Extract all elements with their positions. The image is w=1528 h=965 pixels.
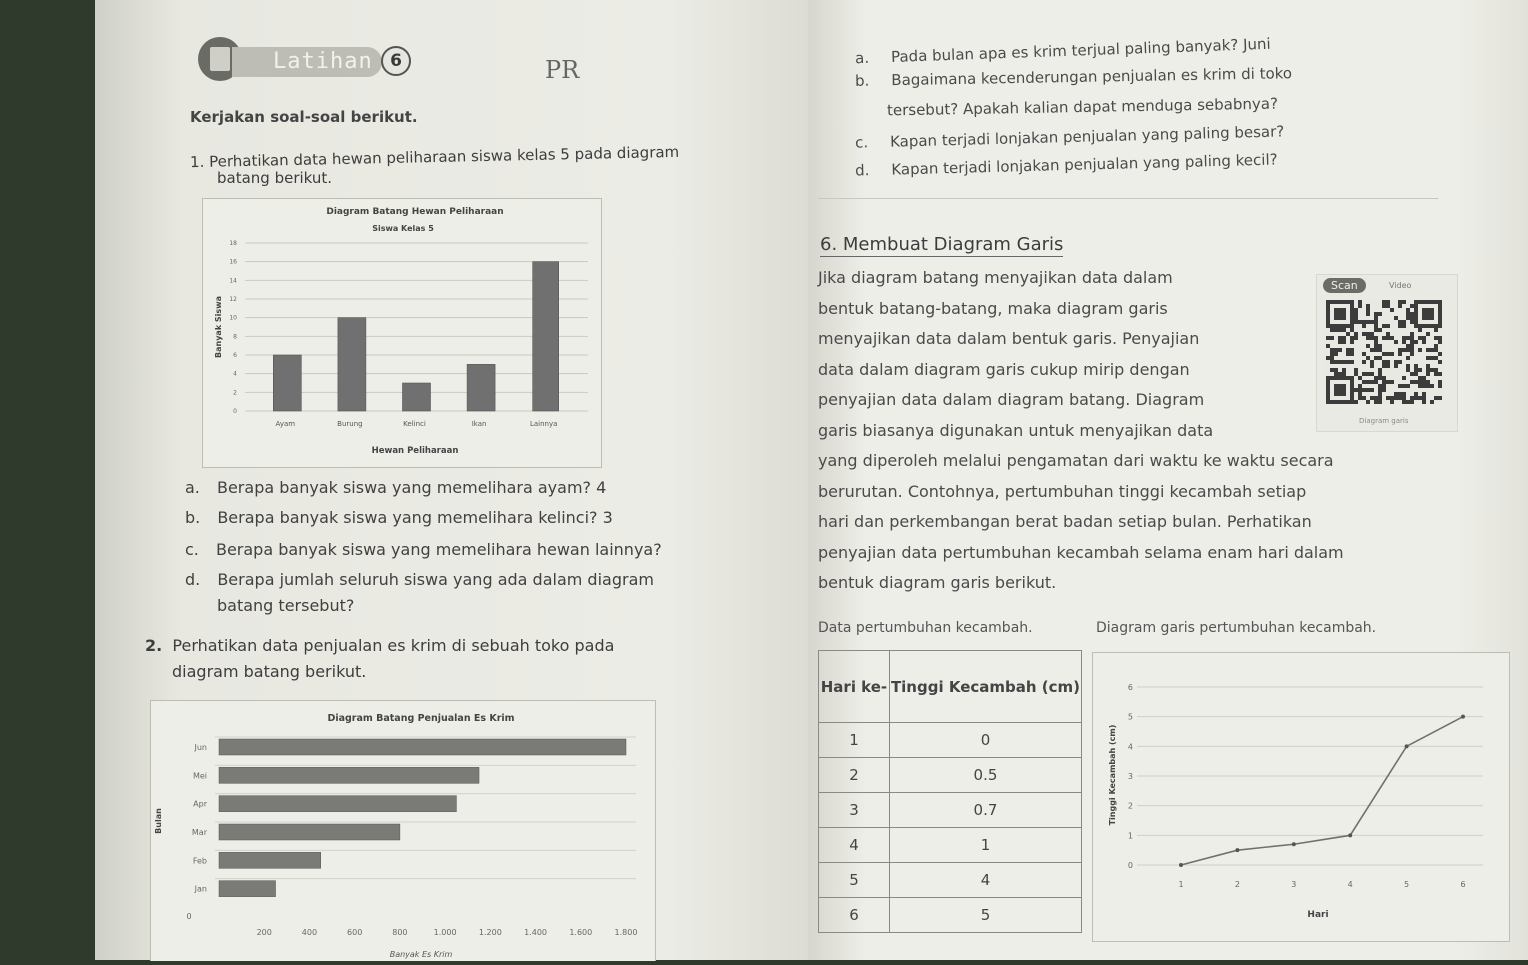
paragraph-line: berurutan. Contohnya, pertumbuhan tinggi kecambah setiap [818, 481, 1307, 501]
paragraph-line: hari dan perkembangan berat badan setiap bulan. Perhatikan [818, 512, 1312, 531]
y-tick-label: 4 [233, 370, 237, 378]
section-badge [198, 33, 418, 83]
y-tick-label: 4 [1127, 742, 1133, 752]
y-tick-label: Mar [191, 828, 207, 837]
instruction: Kerjakan soal-soal berikut. [190, 108, 418, 126]
y-tick-label: 5 [1127, 712, 1133, 722]
y-tick-label: 3 [1127, 772, 1133, 781]
icecream-bar-chart [150, 700, 656, 961]
bar [219, 767, 479, 783]
x-tick-label: 4 [1347, 880, 1353, 889]
y-tick-label: 1 [1127, 831, 1133, 841]
question-label: c. [854, 133, 869, 152]
paragraph-line: data dalam diagram garis cukup mirip dengan [818, 359, 1190, 379]
x-tick-label: 1.200 [478, 928, 502, 937]
paragraph-line: penyajian data dalam diagram batang. Diagram [818, 390, 1205, 409]
growth-line-chart [1092, 652, 1510, 942]
bar [533, 262, 559, 411]
y-tick-label: 0 [1127, 861, 1133, 870]
x-tick-label: 1.600 [569, 928, 593, 937]
table-row [819, 828, 1082, 863]
x-tick-label: 1.000 [433, 928, 457, 937]
bar [273, 355, 301, 411]
y-tick-label: 6 [233, 352, 237, 359]
x-tick-label: Kelinci [403, 420, 426, 428]
data-point [1348, 833, 1352, 837]
q1-item [185, 540, 662, 559]
y-tick-label: 10 [229, 314, 237, 322]
q1-line2: batang berikut. [217, 169, 333, 187]
x-axis-label: Hari [1307, 910, 1329, 920]
item-text: Berapa banyak siswa yang memelihara kelinci? 3 [217, 508, 613, 527]
table-cell-height: 4 [889, 863, 1081, 898]
y-tick-label: 8 [233, 333, 237, 341]
section-title: Latihan [273, 49, 373, 74]
table-cell-day: 3 [819, 793, 890, 828]
question-label: a. [854, 48, 870, 68]
y-tick-label: 12 [229, 296, 237, 303]
line-caption: Diagram garis pertumbuhan kecambah. [1096, 620, 1377, 636]
item-text: Berapa banyak siswa yang memelihara ayam? 4 [216, 478, 607, 497]
bar [219, 796, 456, 812]
y-tick-label: Jun [194, 743, 207, 752]
handwriting-pr: PR [545, 56, 580, 84]
table-row [819, 863, 1082, 898]
bar [219, 739, 626, 755]
question-label: b. [854, 71, 870, 90]
x-tick-label: 400 [301, 928, 318, 937]
question-text: Kapan terjadi lonjakan penjualan yang paling kecil? [891, 150, 1278, 179]
table-cell-height: 0.5 [889, 758, 1081, 793]
table-cell-height: 0 [889, 723, 1081, 758]
qr-caption: Diagram garis [1359, 417, 1409, 425]
paragraph-line: bentuk diagram garis berikut. [818, 573, 1057, 592]
x-tick-label: 5 [1404, 880, 1410, 889]
y-tick-label: 14 [229, 277, 237, 285]
bar [219, 852, 321, 868]
table-caption: Data pertumbuhan kecambah. [818, 620, 1033, 636]
bar [219, 881, 276, 897]
x-tick-label: 1 [1178, 880, 1184, 889]
table-cell-day: 4 [819, 828, 890, 863]
pet-bar-chart [202, 198, 602, 468]
x-tick-label: 600 [347, 928, 363, 937]
item-text: batang tersebut? [217, 596, 355, 615]
question-text: Pada bulan apa es krim terjual paling banyak? Juni [890, 34, 1271, 66]
table-cell-day: 6 [819, 898, 890, 933]
x-tick-label: 200 [256, 928, 272, 937]
q1-item [185, 570, 654, 589]
q2-line1: 2. Perhatikan data penjualan es krim di sebuah toko pada [145, 636, 615, 655]
paragraph-line: Jika diagram batang menyajikan data dalam [818, 268, 1173, 287]
y-tick-label: 18 [229, 240, 237, 247]
bar [403, 383, 431, 411]
chart-title: Diagram Batang Penjualan Es Krim [327, 713, 515, 724]
paragraph-line: menyajikan data dalam bentuk garis. Penyajian [818, 329, 1200, 348]
x-tick-label: 1.800 [614, 928, 638, 937]
scan-label: Scan [1323, 278, 1366, 293]
growth-table [818, 650, 1082, 933]
item-label: a. [185, 478, 205, 497]
table-row [819, 793, 1082, 828]
x-tick-label: 3 [1291, 880, 1297, 889]
bar [219, 824, 400, 840]
table-row [819, 758, 1082, 793]
y-axis-label: Banyak Siswa [214, 296, 223, 358]
q1-item [185, 478, 606, 497]
table-cell-day: 2 [819, 758, 890, 793]
growth-chart-svg [1093, 653, 1509, 941]
item-text: Berapa jumlah seluruh siswa yang ada dalam diagram [217, 570, 654, 589]
item-label: b. [185, 508, 206, 527]
question-text: Bagaimana kecenderungan penjualan es krim di toko [891, 64, 1293, 90]
table-cell-day: 5 [819, 863, 890, 898]
item-label: c. [185, 540, 204, 559]
pet-chart-svg [203, 199, 601, 467]
item-label: d. [185, 570, 206, 589]
divider [818, 198, 1438, 199]
item-text: Berapa banyak siswa yang memelihara hewan lainnya? [215, 540, 662, 559]
y-axis-label: Bulan [154, 808, 163, 834]
chart-title: Diagram Batang Hewan Peliharaan [326, 207, 504, 217]
qr-code [1326, 300, 1442, 404]
table-row [819, 898, 1082, 933]
q2-line2: diagram batang berikut. [172, 662, 367, 681]
video-label: Video [1389, 281, 1412, 290]
y-tick-label: Jan [194, 884, 207, 894]
data-point [1235, 848, 1239, 852]
question-label: d. [854, 161, 870, 180]
y-tick-label: Mei [192, 771, 207, 781]
q1-item [185, 508, 613, 527]
paragraph-line: penyajian data pertumbuhan kecambah selama enam hari dalam [818, 542, 1344, 562]
table-header-height: Tinggi Kecambah (cm) [889, 651, 1081, 723]
y-tick-label: Feb [192, 856, 207, 866]
section-heading: 6. Membuat Diagram Garis [820, 234, 1064, 255]
x-tick-label: Ikan [471, 420, 487, 428]
paragraph-line: garis biasanya digunakan untuk menyajikan data [818, 420, 1214, 440]
section-number: 6 [381, 46, 411, 76]
bar [338, 318, 366, 411]
data-point [1179, 863, 1183, 867]
bar [467, 364, 495, 411]
x-tick-label: 1.400 [524, 928, 548, 937]
chart-subtitle: Siswa Kelas 5 [372, 224, 434, 233]
table-row [819, 723, 1082, 758]
x-tick-label: 2 [1234, 880, 1240, 889]
y-axis-label: Tinggi Kecambah (cm) [1108, 724, 1117, 826]
question-text: Kapan terjadi lonjakan penjualan yang paling besar? [889, 122, 1285, 151]
y-tick-label: 6 [1127, 683, 1133, 692]
table-cell-day: 1 [819, 723, 890, 758]
x-axis-label: Banyak Es Krim [389, 950, 453, 959]
y-tick-label: 16 [229, 258, 237, 266]
q1-item [217, 596, 354, 615]
x-tick-label: Lainnya [529, 420, 558, 428]
x-tick-label: 6 [1460, 880, 1466, 889]
q1-line1: 1. Perhatikan data hewan peliharaan siswa kelas 5 pada diagram [189, 142, 680, 172]
icecream-chart-svg [151, 701, 655, 961]
paragraph-line: yang diperoleh melalui pengamatan dari waktu ke waktu secara [818, 451, 1334, 470]
x-tick-label: 800 [392, 928, 408, 937]
x-tick-label: 0 [186, 912, 192, 921]
x-tick-label: Burung [337, 420, 363, 428]
table-cell-height: 1 [889, 828, 1081, 863]
y-tick-label: 2 [233, 389, 237, 397]
x-tick-label: Ayam [275, 420, 296, 428]
x-axis-label: Hewan Peliharaan [371, 446, 459, 456]
data-point [1405, 744, 1409, 748]
question-text: tersebut? Apakah kalian dapat menduga sebabnya? [886, 94, 1279, 120]
y-tick-label: Apr [193, 799, 207, 809]
data-point [1461, 715, 1465, 719]
series-line [1181, 717, 1463, 865]
table-cell-height: 0.7 [889, 793, 1081, 828]
y-tick-label: 0 [233, 408, 237, 415]
data-point [1292, 842, 1296, 846]
table-cell-height: 5 [889, 898, 1081, 933]
y-tick-label: 2 [1127, 801, 1133, 811]
table-header-day: Hari ke- [819, 651, 890, 723]
paragraph-line: bentuk batang-batang, maka diagram garis [818, 298, 1168, 318]
